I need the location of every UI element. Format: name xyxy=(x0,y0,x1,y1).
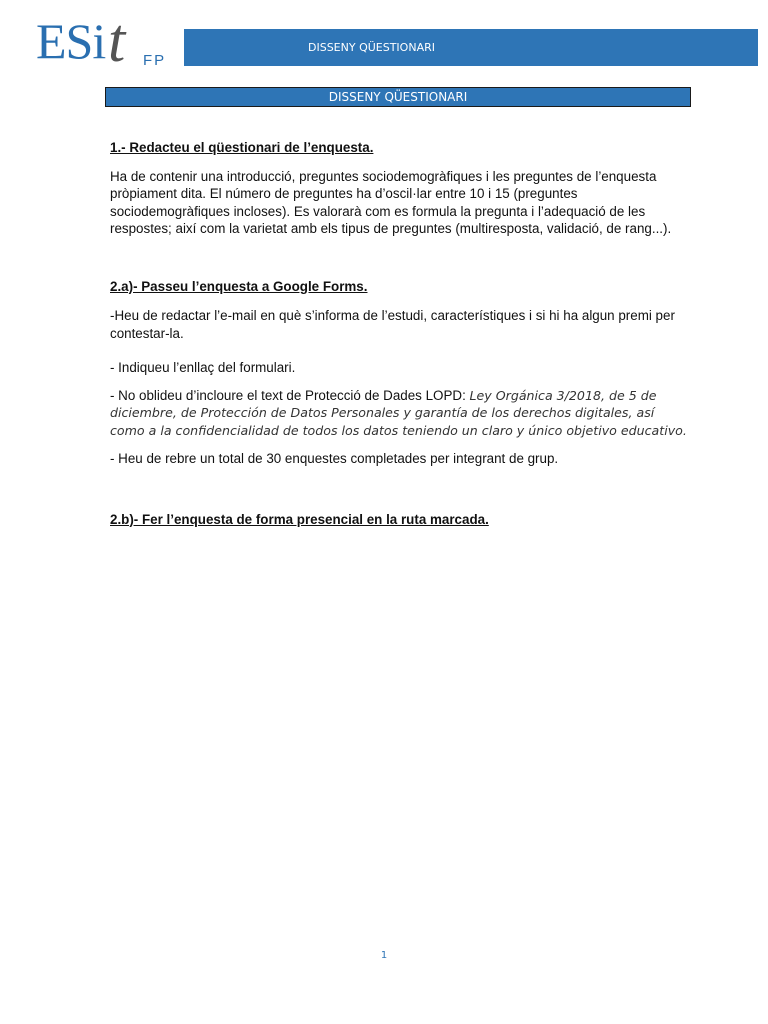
section2a-item-count: - Heu de rebre un total de 30 enquestes completades per integrant de grup. xyxy=(110,451,559,466)
header-bar-title: DISSENY QÜESTIONARI xyxy=(308,41,435,54)
lopd-lead-text: - No oblideu d’incloure el text de Protecció de Dades LOPD: xyxy=(110,387,470,403)
section1-heading: 1.- Redacteu el qüestionari de l’enquesta. xyxy=(110,140,374,155)
section2b-heading: 2.b)- Fer l’enquesta de forma presencial en la ruta marcada. xyxy=(110,511,489,527)
document-body xyxy=(110,139,688,528)
document-title-box xyxy=(105,87,691,107)
logo-t-text: t xyxy=(108,7,126,75)
section2a-item-lopd xyxy=(110,387,688,440)
section2a-item-link: - Indiqueu l’enllaç del formulari. xyxy=(110,360,296,375)
section2a-heading: 2.a)- Passeu l’enquesta a Google Forms. xyxy=(110,278,368,294)
lopd-quote: Ley Orgánica 3/2018, de 5 de diciembre, de Protección de Datos Personales y garantía de los derechos digitales, así como a la confidencialidad de todos los datos teniendo un claro y único objetivo educativo. xyxy=(110,387,687,438)
esit-fp-logo xyxy=(36,7,176,75)
document-title: DISSENY QÜESTIONARI xyxy=(328,90,468,104)
section2a-item-email: -Heu de redactar l’e-mail en què s’informa de l’estudi, característiques i si hi ha algun premi per contestar-la. xyxy=(110,308,675,341)
logo-esi-text: ESi xyxy=(36,13,106,69)
page-number: 1 xyxy=(380,950,388,961)
section1-paragraph: Ha de contenir una introducció, preguntes sociodemogràfiques i les preguntes de l’enquesta pròpiament dita. El número de preguntes ha d’oscil·lar entre 10 i 15 (preguntes sociodemogràfiques incloses). Es valorarà com es formula la pregunta i l’adequació de les respostes; així com la varietat amb els tipus de preguntes (multiresposta, validació, de rang...). xyxy=(110,168,672,236)
header-bar xyxy=(184,29,758,66)
logo-fp-text: FP xyxy=(143,52,167,69)
